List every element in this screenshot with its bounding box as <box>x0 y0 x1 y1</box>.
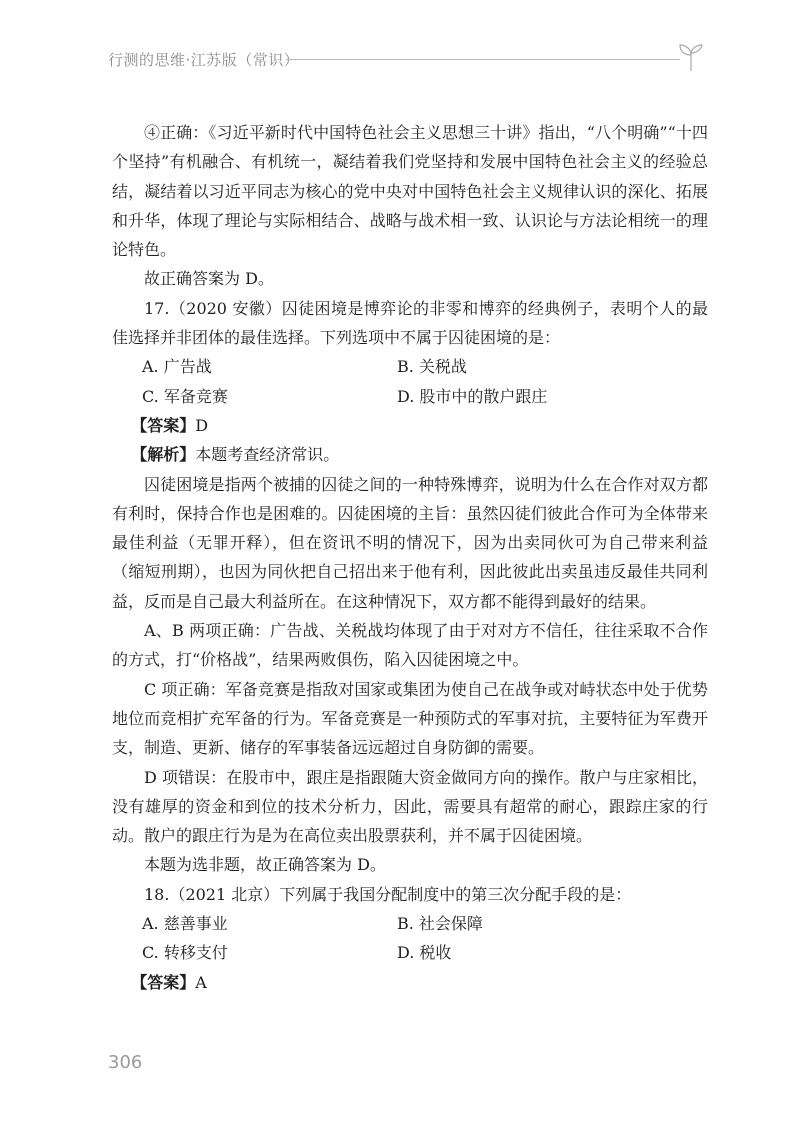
analysis-label: 【解析】 <box>131 445 196 465</box>
q18-answer <box>112 968 708 997</box>
question-18: 18.（2021 北京）下列属于我国分配制度中的第三次分配手段的是： <box>144 884 632 904</box>
answer-label: 【答案】 <box>131 415 196 435</box>
q17-analysis <box>112 440 708 469</box>
analysis-paragraph: D 项错误：在股市中，跟庄是指跟随大资金做同方向的操作。散户与庄家相比，没有雄厚的资金和到位的技术分析力，因此，需要具有超常的耐心，跟踪庄家的行动。散户的跟庄行为是为在高位卖出股票获利，并不属于囚徒困境。 <box>112 767 708 846</box>
q17-option-a: A. 广告战 <box>142 357 212 377</box>
q17-option-b: B. 关税战 <box>397 357 467 377</box>
question-17: 17.（2020 安徽）囚徒困境是博弈论的非零和博弈的经典例子，表明个人的最佳选择并非团体的最佳选择。下列选项中不属于囚徒困境的是： <box>112 298 708 348</box>
q18-option-c: C. 转移支付 <box>142 943 228 963</box>
answer-value: D <box>195 415 209 435</box>
answer-statement: 故正确答案为 D。 <box>144 269 274 289</box>
q18-options <box>112 909 708 968</box>
analysis-paragraph: 本题为选非题，故正确答案为 D。 <box>144 855 386 875</box>
q18-option-b: B. 社会保障 <box>397 914 483 934</box>
answer-value: A <box>195 972 207 992</box>
page-number: 306 <box>108 1052 143 1073</box>
answer-label: 【答案】 <box>131 972 196 992</box>
q17-answer <box>112 411 708 440</box>
header-rule <box>286 59 680 60</box>
page-body <box>112 118 708 997</box>
sprout-icon <box>678 42 704 72</box>
analysis-intro: 本题考查经济常识。 <box>195 445 340 465</box>
running-header <box>108 40 708 76</box>
q18-option-a: A. 慈善事业 <box>142 914 228 934</box>
q17-option-d: D. 股市中的散户跟庄 <box>397 386 548 406</box>
q17-options <box>112 352 708 411</box>
explanation-paragraph: ④正确：《习近平新时代中国特色社会主义思想三十讲》指出，“八个明确”“十四个坚持”有机融合、有机统一，凝结着我们党坚持和发展中国特色社会主义的经验总结，凝结着以习近平同志为核心的党中央对中国特色社会主义规律认识的深化、拓展和升华，体现了理论与实际相结合、战略与战术相一致、认识论与方法论相统一的理论特色。 <box>112 123 708 260</box>
book-title: 行测的思维·江苏版（常识） <box>108 51 300 69</box>
analysis-paragraph: A、B 两项正确：广告战、关税战均体现了由于对对方不信任，往往采取不合作的方式，打“价格战”，结果两败俱伤，陷入囚徒困境之中。 <box>112 621 708 670</box>
q18-option-d: D. 税收 <box>397 943 452 963</box>
q17-option-c: C. 军备竞赛 <box>142 386 228 406</box>
analysis-paragraph: C 项正确：军备竞赛是指敌对国家或集团为使自己在战争或对峙状态中处于优势地位而竞相扩充军备的行为。军备竞赛是一种预防式的军事对抗，主要特征为军费开支，制造、更新、储存的军事装备远远超过自身防御的需要。 <box>112 679 708 758</box>
analysis-paragraph: 囚徒困境是指两个被捕的囚徒之间的一种特殊博弈，说明为什么在合作对双方都有利时，保持合作也是困难的。囚徒困境的主旨：虽然囚徒们彼此合作可为全体带来最佳利益（无罪开释），但在资讯不明的情况下，因为出卖同伙可为自己带来利益（缩短刑期），也因为同伙把自己招出来于他有利，因此彼此出卖虽违反最佳共同利益，反而是自己最大利益所在。在这种情况下，双方都不能得到最好的结果。 <box>112 474 708 611</box>
